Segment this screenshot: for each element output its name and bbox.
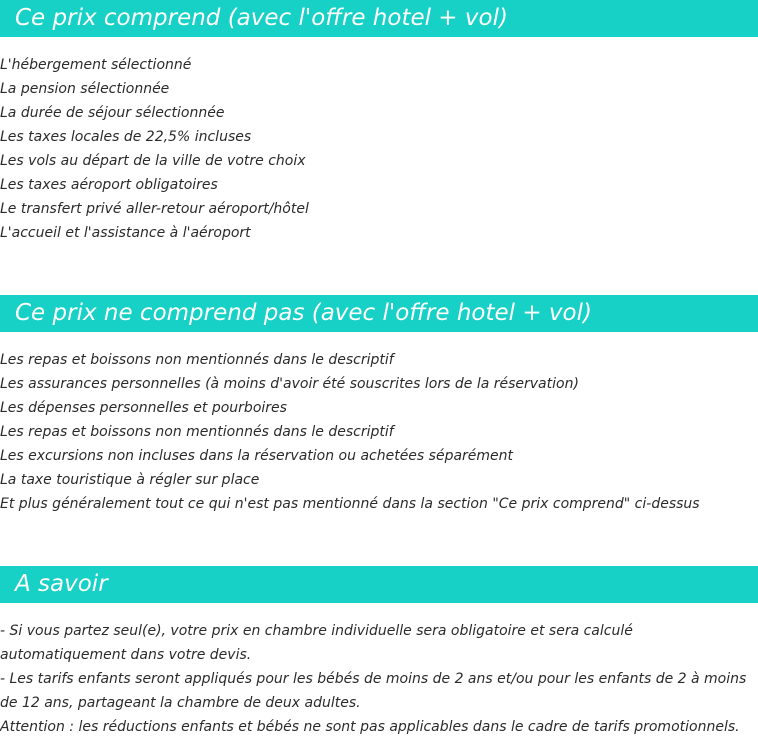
excludes-list xyxy=(0,332,758,516)
list-item: Les vols au départ de la ville de votre choix xyxy=(0,153,306,169)
list-item: L'hébergement sélectionné xyxy=(0,57,192,73)
info-notes xyxy=(0,603,758,739)
list-item: Les excursions non incluses dans la réservation ou achetées séparément xyxy=(0,448,514,464)
section-price-includes xyxy=(0,0,758,245)
includes-list xyxy=(0,37,758,245)
section-title-includes: Ce prix comprend (avec l'offre hotel + vol) xyxy=(0,0,758,37)
list-item: La pension sélectionnée xyxy=(0,81,170,97)
section-title-info: A savoir xyxy=(0,566,758,603)
list-item: Les repas et boissons non mentionnés dans le descriptif xyxy=(0,424,394,440)
list-item: L'accueil et l'assistance à l'aéroport xyxy=(0,225,251,241)
list-item: Les taxes locales de 22,5% incluses xyxy=(0,129,252,145)
list-item: Les dépenses personnelles et pourboires xyxy=(0,400,287,416)
list-item: Les assurances personnelles (à moins d'avoir été souscrites lors de la réservation) xyxy=(0,376,579,392)
section-title-excludes: Ce prix ne comprend pas (avec l'offre hotel + vol) xyxy=(0,295,758,332)
list-item: Et plus généralement tout ce qui n'est pas mentionné dans la section "Ce prix comprend" ci-dessus xyxy=(0,496,700,512)
section-good-to-know xyxy=(0,566,758,739)
list-item: La durée de séjour sélectionnée xyxy=(0,105,225,121)
list-item: Les taxes aéroport obligatoires xyxy=(0,177,218,193)
list-item: Le transfert privé aller-retour aéroport/hôtel xyxy=(0,201,309,217)
note-child-rates: - Les tarifs enfants seront appliqués pour les bébés de moins de 2 ans et/ou pour les enfants de 2 à moins de 12 ans, partageant la chambre de deux adultes. xyxy=(0,671,747,711)
list-item: Les repas et boissons non mentionnés dans le descriptif xyxy=(0,352,394,368)
note-promotional-warning: Attention : les réductions enfants et bébés ne sont pas applicables dans le cadre de tarifs promotionnels. xyxy=(0,719,740,735)
section-price-excludes xyxy=(0,295,758,516)
note-single-traveler: - Si vous partez seul(e), votre prix en chambre individuelle sera obligatoire et sera calculé automatiquement dans votre devis. xyxy=(0,623,633,663)
list-item: La taxe touristique à régler sur place xyxy=(0,472,260,488)
